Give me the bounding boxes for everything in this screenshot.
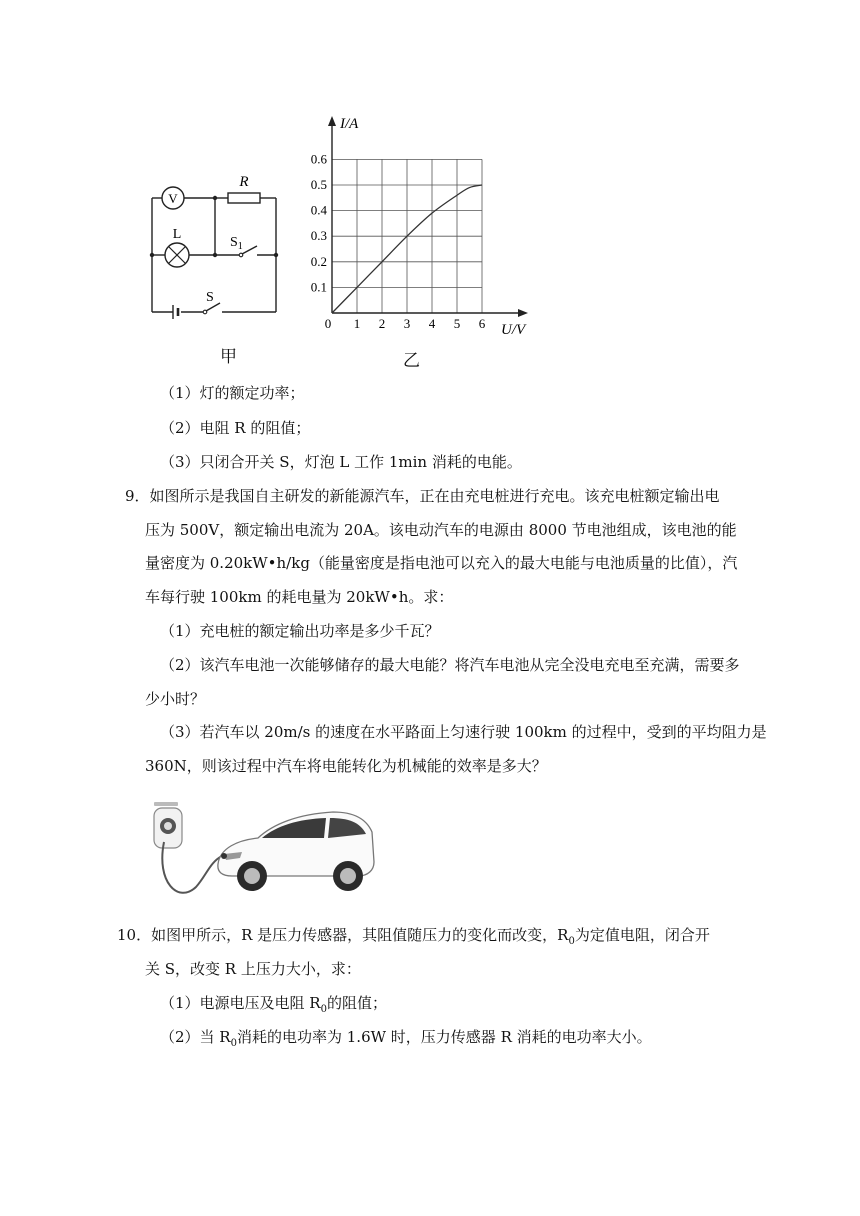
resistor-r-label: R <box>239 174 249 190</box>
y-axis-label: I/A <box>340 116 359 132</box>
figure-jia-caption: 甲 <box>220 347 237 367</box>
ev-charging-illustration <box>148 792 378 904</box>
x-axis-arrow <box>518 309 528 317</box>
x-tick-label: 2 <box>378 316 386 331</box>
switch-s1-label: $S_1$ <box>230 235 243 252</box>
q9-subquestion-3-cont: 360N，则该过程中汽车将电能转化为机械能的效率是多大？ <box>145 757 547 775</box>
y-axis-arrow <box>328 116 336 126</box>
iu-graph-yi <box>300 110 540 342</box>
switch-s-label: S <box>206 290 214 305</box>
voltmeter-label: V <box>168 191 178 206</box>
y-tick-label: 0.6 <box>310 151 327 167</box>
resistor-r-symbol <box>228 193 260 203</box>
q9-subquestion-2: （2）该汽车电池一次能够储存的最大电能？将汽车电池从完全没电充电至充满，需要多 <box>160 656 740 674</box>
x-tick-label: 4 <box>428 316 436 331</box>
q10-subquestion-2: （2）当 $R_0$消耗的电功率为 1.6W 时，压力传感器 R 消耗的电功率大小。 <box>160 1028 652 1049</box>
x-tick-label: 5 <box>453 316 461 331</box>
lamp-label: L <box>172 227 182 242</box>
q10-subquestion-1: （1）电源电压及电阻 $R_0$的阻值； <box>160 994 387 1015</box>
y-tick-label: 0.1 <box>310 279 327 295</box>
q9-subquestion-2-cont: 少小时？ <box>145 690 206 708</box>
q9-line-4: 车每行驶 100km 的耗电量为 20kW•h。求： <box>145 588 454 606</box>
q10-line-2: 关 S，改变 R 上压力大小，求： <box>145 960 361 978</box>
y-tick-label: 0.5 <box>310 177 327 192</box>
y-tick-label: 0.4 <box>310 202 327 218</box>
q10-line-1: 10．如图甲所示，R 是压力传感器，其阻值随压力的变化而改变，$R_0$为定值电阻，闭合开 <box>117 926 710 947</box>
q9-subquestion-1: （1）充电桩的额定输出功率是多少千瓦？ <box>160 622 440 640</box>
origin-label: 0 <box>324 316 332 331</box>
q9-line-2: 压为 500V，额定输出电流为 20A。该电动汽车的电源由 8000 节电池组成，该电池的能 <box>145 521 737 539</box>
x-tick-label: 1 <box>353 316 361 331</box>
x-tick-label: 3 <box>403 316 411 331</box>
q9-subquestion-3: （3）若汽车以 20m/s 的速度在水平路面上匀速行驶 100km 的过程中，受到的平均阻力是 <box>160 723 767 741</box>
q9-line-1: 9．如图所示是我国自主研发的新能源汽车，正在由充电桩进行充电。该充电桩额定输出电 <box>125 487 720 505</box>
y-tick-label: 0.2 <box>310 253 327 269</box>
figure-yi-caption: 乙 <box>403 351 420 371</box>
q8-subquestion-2: （2）电阻 R 的阻值； <box>160 419 311 437</box>
q8-subquestion-3: （3）只闭合开关 S，灯泡 L 工作 1min 消耗的电能。 <box>160 453 522 471</box>
x-tick-label: 6 <box>478 316 486 331</box>
circuit-diagram-jia <box>140 160 290 320</box>
q8-subquestion-1: （1）灯的额定功率； <box>160 384 305 402</box>
y-tick-label: 0.3 <box>310 228 327 244</box>
switch-s1-symbol <box>242 246 257 254</box>
q9-line-3: 量密度为 0.20kW•h/kg（能量密度是指电池可以充入的最大电能与电池质量的比值），汽 <box>145 554 738 572</box>
x-axis-label: U/V <box>501 322 526 338</box>
